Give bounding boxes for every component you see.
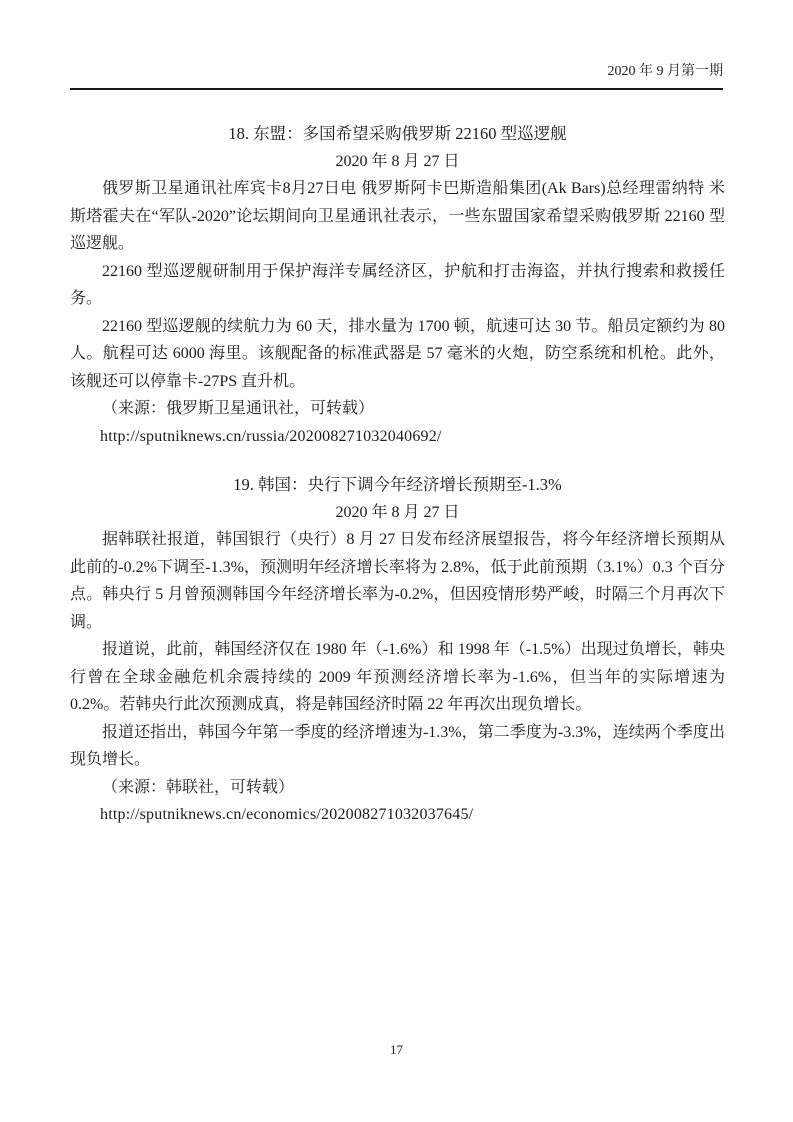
article-paragraph: 报道还指出，韩国今年第一季度的经济增速为-1.3%，第二季度为-3.3%，连续两个季度出现负增长。 — [70, 723, 725, 768]
article-paragraph: 22160 型巡逻舰的续航力为 60 天，排水量为 1700 顿，航速可达 30 节。船员定额约为 80 人。航程可达 6000 海里。该舰配备的标准武器是 57 毫米的火炮，防空系统和机枪。此外，该舰还可以停靠卡-27PS 直升机。 — [70, 317, 725, 390]
article-source: （来源：韩联社，可转载） — [102, 778, 295, 796]
page-content — [70, 120, 725, 829]
header-issue-label: 2020 年 9 月第一期 — [607, 64, 723, 79]
page-number: 17 — [390, 1042, 403, 1057]
article-url-line — [70, 801, 725, 829]
article-paragraph: 22160 型巡逻舰研制用于保护海洋专属经济区，护航和打击海盗，并执行搜索和救援任务。 — [70, 262, 725, 307]
article-date: 2020 年 8 月 27 日 — [335, 152, 460, 170]
article-18 — [70, 120, 725, 450]
article-paragraph: 据韩联社报道，韩国银行（央行）8 月 27 日发布经济展望报告，将今年经济增长预期从此前的-0.2%下调至-1.3%，预测明年经济增长率将为 2.8%，低于此前预期（3.1%）0.3 个百分点。韩央行 5 月曾预测韩国今年经济增长率为-0.2%，但因疫情形势严峻，时隔三个月再次下调。 — [70, 531, 725, 631]
article-date: 2020 年 8 月 27 日 — [335, 503, 460, 521]
article-url-link[interactable]: http://sputniknews.cn/economics/202008271032037645/ — [100, 806, 474, 823]
article-title: 19. 韩国：央行下调今年经济增长预期至-1.3% — [233, 475, 562, 494]
article-url-link[interactable]: http://sputniknews.cn/russia/202008271032040692/ — [100, 427, 442, 445]
article-source: （来源：俄罗斯卫星通讯社，可转载） — [102, 400, 375, 417]
article-title: 18. 东盟：多国希望采购俄罗斯 22160 型巡逻舰 — [228, 124, 567, 143]
page-footer — [0, 1042, 793, 1058]
article-paragraph: 报道说，此前，韩国经济仅在 1980 年（-1.6%）和 1998 年（-1.5%）出现过负增长，韩央行曾在全球金融危机余震持续的 2009 年预测经济增长率为-1.6%，但当年的实际增速为 0.2%。若韩央行此次预测成真，将是韩国经济时隔 22 年再次出现负增长。 — [70, 641, 725, 713]
article-19 — [70, 471, 725, 829]
article-paragraph: 俄罗斯卫星通讯社库宾卡8月27日电 俄罗斯阿卡巴斯造船集团(Ak Bars)总经理雷纳特 米斯塔霍夫在“军队-2020”论坛期间向卫星通讯社表示，一些东盟国家希望采购俄罗斯 22160 型巡逻舰。 — [70, 180, 725, 252]
article-url-line — [70, 423, 725, 451]
page-header — [70, 62, 723, 90]
